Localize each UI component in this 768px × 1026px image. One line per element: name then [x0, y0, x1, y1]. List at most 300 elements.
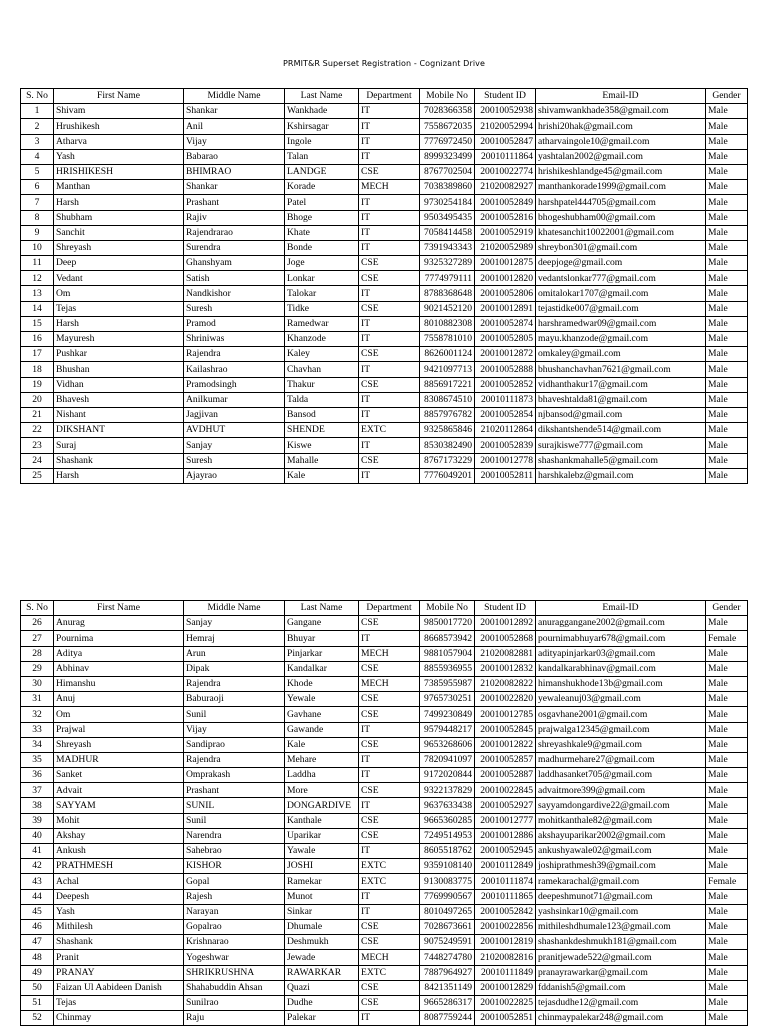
- cell-first-name: Sanket: [54, 768, 184, 783]
- cell-sno: 26: [21, 616, 54, 631]
- cell-mobile-no: 7776049201: [420, 468, 475, 483]
- table-row: [21, 392, 748, 407]
- cell-last-name: More: [285, 783, 359, 798]
- cell-last-name: JOSHI: [285, 859, 359, 874]
- cell-mobile-no: 8308674510: [420, 392, 475, 407]
- cell-middle-name: Gopal: [184, 874, 285, 889]
- cell-last-name: Kaley: [285, 347, 359, 362]
- cell-middle-name: Omprakash: [184, 768, 285, 783]
- table-row: [21, 995, 748, 1010]
- cell-student-id: 20010052849: [475, 195, 536, 210]
- cell-email-id: bhogeshubham00@gmail.com: [536, 210, 706, 225]
- cell-mobile-no: 7249514953: [420, 828, 475, 843]
- cell-first-name: Suraj: [54, 438, 184, 453]
- cell-sno: 43: [21, 874, 54, 889]
- cell-student-id: 21020052989: [475, 240, 536, 255]
- cell-email-id: shivamwankhade358@gmail.com: [536, 104, 706, 119]
- cell-middle-name: Dipak: [184, 661, 285, 676]
- cell-sno: 36: [21, 768, 54, 783]
- table-row: [21, 752, 748, 767]
- cell-department: IT: [359, 752, 420, 767]
- cell-first-name: PRATHMESH: [54, 859, 184, 874]
- cell-gender: Male: [706, 995, 748, 1010]
- cell-last-name: Kshirsagar: [285, 119, 359, 134]
- cell-middle-name: Anilkumar: [184, 392, 285, 407]
- cell-mobile-no: 9503495435: [420, 210, 475, 225]
- cell-middle-name: KISHOR: [184, 859, 285, 874]
- cell-gender: Male: [706, 828, 748, 843]
- cell-middle-name: Nandkishor: [184, 286, 285, 301]
- cell-email-id: atharvaingole10@gmail.com: [536, 134, 706, 149]
- cell-last-name: Yewale: [285, 692, 359, 707]
- cell-department: CSE: [359, 271, 420, 286]
- cell-mobile-no: 8856917221: [420, 377, 475, 392]
- cell-first-name: Atharva: [54, 134, 184, 149]
- cell-last-name: Chavhan: [285, 362, 359, 377]
- header-email-id: Email-ID: [536, 601, 706, 616]
- cell-first-name: Himanshu: [54, 676, 184, 691]
- cell-mobile-no: 8767173229: [420, 453, 475, 468]
- cell-middle-name: Raju: [184, 1011, 285, 1026]
- cell-mobile-no: 8767702504: [420, 164, 475, 179]
- cell-gender: Male: [706, 225, 748, 240]
- cell-gender: Male: [706, 965, 748, 980]
- cell-student-id: 20010052938: [475, 104, 536, 119]
- cell-email-id: sayyamdongardive22@gmail.com: [536, 798, 706, 813]
- cell-middle-name: Surendra: [184, 240, 285, 255]
- cell-first-name: Shashank: [54, 453, 184, 468]
- cell-sno: 41: [21, 844, 54, 859]
- cell-student-id: 20010012778: [475, 453, 536, 468]
- cell-mobile-no: 9325865846: [420, 423, 475, 438]
- cell-student-id: 21020112864: [475, 423, 536, 438]
- cell-department: MECH: [359, 950, 420, 965]
- cell-middle-name: Rajiv: [184, 210, 285, 225]
- header-email-id: Email-ID: [536, 89, 706, 104]
- cell-gender: Male: [706, 332, 748, 347]
- cell-gender: Male: [706, 301, 748, 316]
- cell-sno: 19: [21, 377, 54, 392]
- cell-email-id: harshkalebz@gmail.com: [536, 468, 706, 483]
- cell-first-name: Harsh: [54, 195, 184, 210]
- cell-gender: Male: [706, 256, 748, 271]
- cell-sno: 13: [21, 286, 54, 301]
- cell-last-name: Dudhe: [285, 995, 359, 1010]
- header-student-id: Student ID: [475, 601, 536, 616]
- cell-department: IT: [359, 392, 420, 407]
- cell-department: EXTC: [359, 859, 420, 874]
- cell-gender: Female: [706, 631, 748, 646]
- cell-gender: Male: [706, 468, 748, 483]
- table-row: [21, 783, 748, 798]
- cell-first-name: Harsh: [54, 468, 184, 483]
- cell-email-id: yashsinkar10@gmail.com: [536, 904, 706, 919]
- cell-middle-name: AVDHUT: [184, 423, 285, 438]
- cell-email-id: yewaleanuj03@gmail.com: [536, 692, 706, 707]
- cell-sno: 47: [21, 935, 54, 950]
- cell-gender: Male: [706, 752, 748, 767]
- header-middle-name: Middle Name: [184, 89, 285, 104]
- cell-mobile-no: 8421351149: [420, 980, 475, 995]
- table-row: [21, 646, 748, 661]
- cell-email-id: yashtalan2002@gmail.com: [536, 149, 706, 164]
- cell-email-id: shashankdeshmukh181@gmail.com: [536, 935, 706, 950]
- cell-department: EXTC: [359, 423, 420, 438]
- cell-first-name: Abhinav: [54, 661, 184, 676]
- cell-gender: Male: [706, 119, 748, 134]
- cell-gender: Male: [706, 362, 748, 377]
- cell-first-name: Bhushan: [54, 362, 184, 377]
- table-row: [21, 631, 748, 646]
- cell-department: CSE: [359, 453, 420, 468]
- table-row: [21, 362, 748, 377]
- cell-last-name: Khate: [285, 225, 359, 240]
- cell-sno: 2: [21, 119, 54, 134]
- cell-mobile-no: 7769990567: [420, 889, 475, 904]
- table-row: [21, 347, 748, 362]
- cell-department: IT: [359, 286, 420, 301]
- cell-department: IT: [359, 332, 420, 347]
- cell-sno: 44: [21, 889, 54, 904]
- cell-sno: 52: [21, 1011, 54, 1026]
- cell-department: EXTC: [359, 965, 420, 980]
- cell-mobile-no: 7448274780: [420, 950, 475, 965]
- cell-mobile-no: 9075249591: [420, 935, 475, 950]
- cell-last-name: Kale: [285, 737, 359, 752]
- table-row: [21, 407, 748, 422]
- cell-first-name: Shreyash: [54, 737, 184, 752]
- cell-gender: Male: [706, 904, 748, 919]
- cell-first-name: Yash: [54, 904, 184, 919]
- header-mobile-no: Mobile No: [420, 89, 475, 104]
- cell-student-id: 20010012892: [475, 616, 536, 631]
- cell-first-name: Mohit: [54, 813, 184, 828]
- cell-email-id: osgavhane2001@gmail.com: [536, 707, 706, 722]
- cell-email-id: surajkiswe777@gmail.com: [536, 438, 706, 453]
- cell-department: IT: [359, 119, 420, 134]
- table-row: [21, 286, 748, 301]
- cell-middle-name: Sandiprao: [184, 737, 285, 752]
- cell-sno: 21: [21, 407, 54, 422]
- cell-last-name: Quazi: [285, 980, 359, 995]
- cell-gender: Male: [706, 407, 748, 422]
- cell-middle-name: Shahabuddin Ahsan: [184, 980, 285, 995]
- cell-last-name: Laddha: [285, 768, 359, 783]
- cell-mobile-no: 9021452120: [420, 301, 475, 316]
- cell-sno: 22: [21, 423, 54, 438]
- cell-first-name: Pushkar: [54, 347, 184, 362]
- cell-first-name: Hrushikesh: [54, 119, 184, 134]
- table-row: [21, 104, 748, 119]
- cell-middle-name: Vijay: [184, 722, 285, 737]
- cell-last-name: Lonkar: [285, 271, 359, 286]
- cell-student-id: 21020082816: [475, 950, 536, 965]
- cell-department: CSE: [359, 783, 420, 798]
- table-row: [21, 904, 748, 919]
- cell-email-id: tejasdudhe12@gmail.com: [536, 995, 706, 1010]
- cell-student-id: 20010052847: [475, 134, 536, 149]
- cell-gender: Male: [706, 210, 748, 225]
- cell-middle-name: Suresh: [184, 453, 285, 468]
- cell-gender: Male: [706, 783, 748, 798]
- cell-gender: Male: [706, 134, 748, 149]
- cell-mobile-no: 9359108140: [420, 859, 475, 874]
- table-row: [21, 316, 748, 331]
- cell-gender: Male: [706, 692, 748, 707]
- cell-sno: 38: [21, 798, 54, 813]
- cell-email-id: joshiprathmesh39@gmail.com: [536, 859, 706, 874]
- cell-mobile-no: 9730254184: [420, 195, 475, 210]
- cell-sno: 42: [21, 859, 54, 874]
- cell-student-id: 20010052868: [475, 631, 536, 646]
- cell-gender: Male: [706, 438, 748, 453]
- cell-student-id: 21020052994: [475, 119, 536, 134]
- cell-gender: Male: [706, 377, 748, 392]
- cell-sno: 6: [21, 180, 54, 195]
- cell-sno: 50: [21, 980, 54, 995]
- cell-gender: Male: [706, 453, 748, 468]
- cell-last-name: Jewade: [285, 950, 359, 965]
- cell-middle-name: Narendra: [184, 828, 285, 843]
- cell-student-id: 20010052887: [475, 768, 536, 783]
- cell-sno: 34: [21, 737, 54, 752]
- cell-student-id: 20010012785: [475, 707, 536, 722]
- header-student-id: Student ID: [475, 89, 536, 104]
- table-row: [21, 768, 748, 783]
- cell-mobile-no: 8999323499: [420, 149, 475, 164]
- cell-email-id: shreybon301@gmail.com: [536, 240, 706, 255]
- cell-middle-name: Narayan: [184, 904, 285, 919]
- cell-mobile-no: 9665286317: [420, 995, 475, 1010]
- cell-middle-name: Arun: [184, 646, 285, 661]
- header-middle-name: Middle Name: [184, 601, 285, 616]
- header-last-name: Last Name: [285, 601, 359, 616]
- cell-sno: 5: [21, 164, 54, 179]
- cell-first-name: Deepesh: [54, 889, 184, 904]
- cell-gender: Male: [706, 707, 748, 722]
- table-row: [21, 737, 748, 752]
- cell-gender: Male: [706, 164, 748, 179]
- cell-department: MECH: [359, 646, 420, 661]
- cell-department: CSE: [359, 980, 420, 995]
- cell-first-name: Manthan: [54, 180, 184, 195]
- cell-mobile-no: 8788368648: [420, 286, 475, 301]
- cell-sno: 45: [21, 904, 54, 919]
- cell-mobile-no: 9130083775: [420, 874, 475, 889]
- cell-gender: Male: [706, 676, 748, 691]
- table-row: [21, 874, 748, 889]
- cell-sno: 7: [21, 195, 54, 210]
- cell-gender: Male: [706, 149, 748, 164]
- cell-mobile-no: 7776972450: [420, 134, 475, 149]
- table-row: [21, 707, 748, 722]
- table-row: [21, 210, 748, 225]
- cell-student-id: 20010012822: [475, 737, 536, 752]
- cell-department: IT: [359, 104, 420, 119]
- cell-student-id: 20010022845: [475, 783, 536, 798]
- cell-mobile-no: 8010497265: [420, 904, 475, 919]
- cell-email-id: anuraggangane2002@gmail.com: [536, 616, 706, 631]
- cell-last-name: Wankhade: [285, 104, 359, 119]
- cell-mobile-no: 7028673661: [420, 919, 475, 934]
- cell-first-name: HRISHIKESH: [54, 164, 184, 179]
- table-row: [21, 676, 748, 691]
- cell-gender: Male: [706, 646, 748, 661]
- cell-middle-name: Kailashrao: [184, 362, 285, 377]
- table-row: [21, 844, 748, 859]
- table-row: [21, 1011, 748, 1026]
- cell-gender: Female: [706, 874, 748, 889]
- cell-mobile-no: 7887964927: [420, 965, 475, 980]
- cell-email-id: hrishikeshlandge45@gmail.com: [536, 164, 706, 179]
- cell-email-id: akshayuparikar2002@gmail.com: [536, 828, 706, 843]
- cell-student-id: 20010052816: [475, 210, 536, 225]
- cell-mobile-no: 8855936955: [420, 661, 475, 676]
- table-row: [21, 468, 748, 483]
- cell-student-id: 20010052842: [475, 904, 536, 919]
- cell-first-name: Tejas: [54, 301, 184, 316]
- cell-department: IT: [359, 844, 420, 859]
- cell-student-id: 20010052927: [475, 798, 536, 813]
- header-mobile-no: Mobile No: [420, 601, 475, 616]
- cell-sno: 25: [21, 468, 54, 483]
- table-row: [21, 240, 748, 255]
- cell-middle-name: Shankar: [184, 180, 285, 195]
- cell-mobile-no: 9172020844: [420, 768, 475, 783]
- cell-email-id: kandalkarabhinav@gmail.com: [536, 661, 706, 676]
- cell-middle-name: Sahebrao: [184, 844, 285, 859]
- cell-gender: Male: [706, 271, 748, 286]
- cell-email-id: ramekarachal@gmail.com: [536, 874, 706, 889]
- cell-department: CSE: [359, 347, 420, 362]
- cell-student-id: 20010052851: [475, 1011, 536, 1026]
- cell-department: CSE: [359, 164, 420, 179]
- cell-last-name: Bonde: [285, 240, 359, 255]
- cell-email-id: bhaveshtalda81@gmail.com: [536, 392, 706, 407]
- cell-middle-name: BHIMRAO: [184, 164, 285, 179]
- cell-middle-name: Shriniwas: [184, 332, 285, 347]
- cell-mobile-no: 7391943343: [420, 240, 475, 255]
- cell-mobile-no: 8626001124: [420, 347, 475, 362]
- cell-first-name: DIKSHANT: [54, 423, 184, 438]
- table-row: [21, 149, 748, 164]
- cell-middle-name: Sunil: [184, 813, 285, 828]
- cell-department: IT: [359, 768, 420, 783]
- cell-last-name: Gavhane: [285, 707, 359, 722]
- cell-sno: 16: [21, 332, 54, 347]
- cell-gender: Male: [706, 240, 748, 255]
- cell-department: IT: [359, 210, 420, 225]
- cell-sno: 10: [21, 240, 54, 255]
- cell-sno: 48: [21, 950, 54, 965]
- cell-department: IT: [359, 149, 420, 164]
- cell-email-id: mayu.khanzode@gmail.com: [536, 332, 706, 347]
- cell-student-id: 20010052811: [475, 468, 536, 483]
- cell-middle-name: Rajendra: [184, 752, 285, 767]
- cell-email-id: pranayrawarkar@gmail.com: [536, 965, 706, 980]
- cell-sno: 40: [21, 828, 54, 843]
- cell-sno: 14: [21, 301, 54, 316]
- cell-gender: Male: [706, 180, 748, 195]
- cell-sno: 32: [21, 707, 54, 722]
- cell-last-name: Ramekar: [285, 874, 359, 889]
- cell-mobile-no: 7385955987: [420, 676, 475, 691]
- cell-last-name: Talan: [285, 149, 359, 164]
- table-row: [21, 301, 748, 316]
- cell-department: IT: [359, 468, 420, 483]
- cell-sno: 46: [21, 919, 54, 934]
- cell-last-name: Korade: [285, 180, 359, 195]
- cell-middle-name: Pramodsingh: [184, 377, 285, 392]
- cell-first-name: Faizan Ul Aabideen Danish: [54, 980, 184, 995]
- cell-department: CSE: [359, 377, 420, 392]
- cell-email-id: deepeshmunot71@gmail.com: [536, 889, 706, 904]
- cell-last-name: Munot: [285, 889, 359, 904]
- cell-first-name: Prajwal: [54, 722, 184, 737]
- cell-first-name: Shashank: [54, 935, 184, 950]
- cell-sno: 20: [21, 392, 54, 407]
- table-row: [21, 722, 748, 737]
- cell-middle-name: Sanjay: [184, 616, 285, 631]
- cell-mobile-no: 8668573942: [420, 631, 475, 646]
- cell-first-name: PRANAY: [54, 965, 184, 980]
- cell-department: IT: [359, 904, 420, 919]
- cell-middle-name: Prashant: [184, 783, 285, 798]
- cell-department: CSE: [359, 919, 420, 934]
- cell-mobile-no: 7499230849: [420, 707, 475, 722]
- header-sno: S. No: [21, 89, 54, 104]
- cell-student-id: 20010112849: [475, 859, 536, 874]
- cell-student-id: 20010052854: [475, 407, 536, 422]
- cell-first-name: Advait: [54, 783, 184, 798]
- cell-student-id: 21020082822: [475, 676, 536, 691]
- header-last-name: Last Name: [285, 89, 359, 104]
- cell-mobile-no: 9850017720: [420, 616, 475, 631]
- cell-first-name: Tejas: [54, 995, 184, 1010]
- cell-student-id: 20010012886: [475, 828, 536, 843]
- cell-gender: Male: [706, 950, 748, 965]
- cell-sno: 29: [21, 661, 54, 676]
- table-row: [21, 813, 748, 828]
- cell-email-id: mohitkanthale82@gmail.com: [536, 813, 706, 828]
- cell-department: IT: [359, 798, 420, 813]
- cell-email-id: shreyashkale9@gmail.com: [536, 737, 706, 752]
- cell-first-name: Yash: [54, 149, 184, 164]
- cell-mobile-no: 7558672035: [420, 119, 475, 134]
- cell-middle-name: Ajayrao: [184, 468, 285, 483]
- cell-last-name: Mahalle: [285, 453, 359, 468]
- cell-sno: 31: [21, 692, 54, 707]
- cell-student-id: 20010052945: [475, 844, 536, 859]
- cell-email-id: pranitjewade522@gmail.com: [536, 950, 706, 965]
- cell-mobile-no: 7038389860: [420, 180, 475, 195]
- cell-gender: Male: [706, 980, 748, 995]
- table-row: [21, 919, 748, 934]
- cell-sno: 8: [21, 210, 54, 225]
- cell-gender: Male: [706, 616, 748, 631]
- cell-department: IT: [359, 438, 420, 453]
- table-row: [21, 798, 748, 813]
- cell-student-id: 20010052839: [475, 438, 536, 453]
- cell-first-name: Sanchit: [54, 225, 184, 240]
- cell-middle-name: Yogeshwar: [184, 950, 285, 965]
- cell-email-id: bhushanchavhan7621@gmail.com: [536, 362, 706, 377]
- cell-gender: Male: [706, 286, 748, 301]
- table-row: [21, 377, 748, 392]
- table-row: [21, 225, 748, 240]
- cell-middle-name: Sunilrao: [184, 995, 285, 1010]
- cell-sno: 15: [21, 316, 54, 331]
